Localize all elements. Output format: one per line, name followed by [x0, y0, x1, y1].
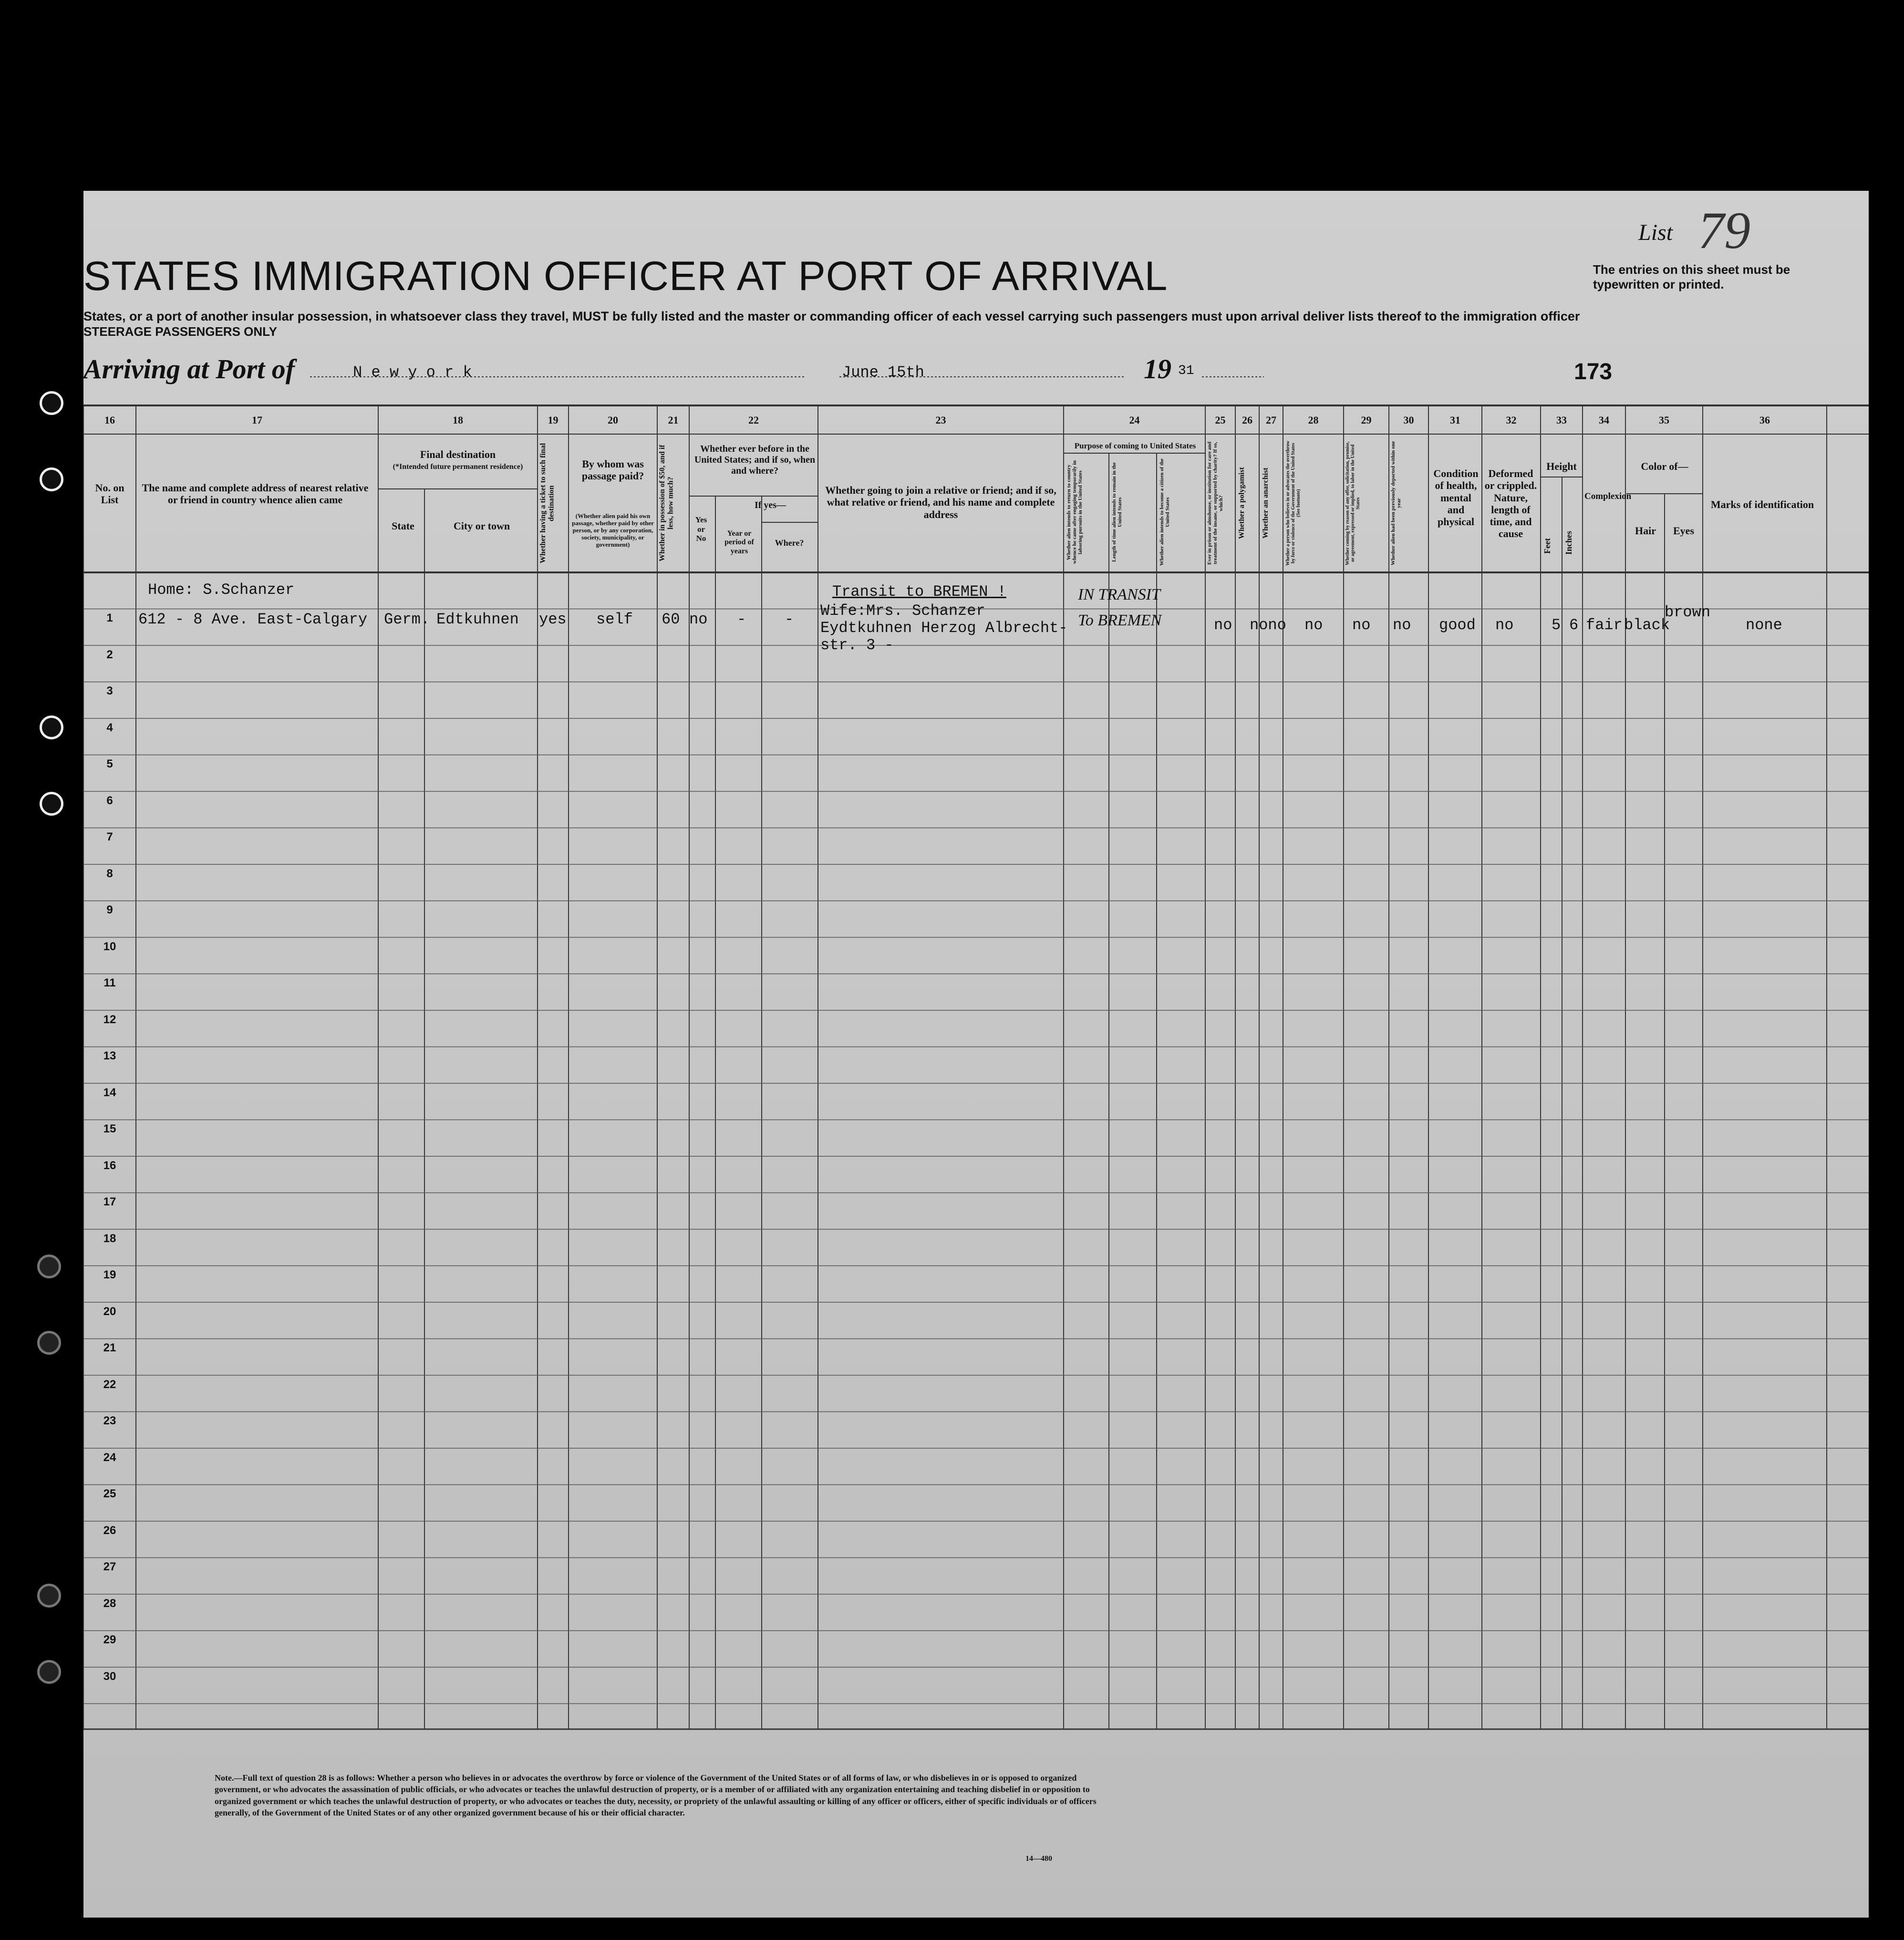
- marks-value: none: [1746, 616, 1782, 634]
- page-title: STATES IMMIGRATION OFFICER AT PORT OF ARRIVAL: [83, 253, 1168, 299]
- column-number: 34: [1599, 414, 1609, 426]
- column-number: 19: [548, 414, 559, 426]
- col24-b: Length of time alien intends to remain in the United States: [1111, 462, 1123, 562]
- row-number: 28: [103, 1597, 116, 1610]
- row-number: 17: [103, 1195, 116, 1208]
- col33-header: Height: [1546, 460, 1577, 472]
- footnote: Note.—Full text of question 28 is as follows: Whether a person who believes in or advocates the overthrow by force or violence of the Government of the United States or of all forms of law, or who disbelieves in or is opposed to organized government, or who advocates the assassination of public officials, or who advocates or teaches the unlawful destruction of property, or is a member of or affiliated with any organization entertaining and teaching disbelief in or opposition to organized government or which teaches the unlawful destruction of property, or who advocates or teaches the duty, necessity, or propriety of the unlawful assaulting or killing of any officer or officers, either of specific individuals or of officers generally, of the Government of the United States or of any other organized government because of his or their official character.: [215, 1773, 1097, 1817]
- transit-note: Transit to BREMEN !: [832, 583, 1006, 601]
- col20-subheader: (Whether alien paid his own passage, whether paid by other person, or by any corporation, society, municipality, or government): [571, 512, 654, 548]
- col25-value: no: [1214, 616, 1232, 634]
- row-number: 30: [103, 1670, 116, 1683]
- row-number: 13: [103, 1049, 116, 1062]
- col22-where: Where?: [775, 538, 804, 548]
- col35-hair: Hair: [1635, 525, 1656, 537]
- col36-header: Marks of identification: [1710, 498, 1814, 510]
- col16-header: No. on List: [95, 482, 124, 506]
- row-number: 14: [103, 1086, 116, 1099]
- column-number: 35: [1659, 414, 1669, 426]
- col18-header: Final destination: [420, 448, 496, 460]
- row-number: 18: [103, 1232, 116, 1245]
- col26-27-value: nono: [1250, 616, 1286, 634]
- col30-header: Whether alien had been previously deported within one year: [1390, 441, 1402, 566]
- row-number: 6: [106, 794, 113, 807]
- height-inches: 6: [1569, 616, 1579, 634]
- row-number: 10: [103, 940, 116, 953]
- relative-home: Home: S.Schanzer: [148, 581, 295, 599]
- column-number: 18: [453, 414, 463, 426]
- col35-header: Color of—: [1641, 460, 1688, 472]
- row-number: 5: [106, 757, 113, 770]
- column-number: 31: [1450, 414, 1460, 426]
- col24-a: Whether alien intends to return to country whence he came after engaging temporarily in laboring pursuits in the United States: [1066, 460, 1084, 564]
- row-number: 26: [103, 1524, 116, 1537]
- destination-state: Germ.: [384, 611, 430, 628]
- col33-inches: Inches: [1564, 530, 1573, 555]
- column-number: 29: [1361, 414, 1372, 426]
- column-number: 20: [608, 414, 618, 426]
- row-number: 16: [103, 1159, 116, 1172]
- form-code: 14—480: [1025, 1855, 1052, 1863]
- col27-header: Whether an anarchist: [1262, 467, 1270, 539]
- column-number: 24: [1129, 414, 1140, 426]
- col22-header: Whether ever before in the United States; and if so, when and where?: [694, 444, 816, 476]
- column-number: 16: [104, 414, 115, 426]
- row-number: 20: [103, 1305, 116, 1318]
- column-number: 22: [748, 414, 759, 426]
- row-number: 15: [103, 1122, 116, 1135]
- row-number: 8: [106, 867, 113, 880]
- column-number: 27: [1266, 414, 1276, 426]
- col34-header: Complexion: [1584, 491, 1632, 501]
- eyes-value: brown: [1665, 603, 1711, 621]
- col26-header: Whether a polygamist: [1238, 467, 1246, 539]
- row-number: 2: [106, 648, 113, 661]
- header-instructions: States, or a port of another insular possession, in whatsoever class they travel, MUST be fully listed and the master or commanding officer of each vessel carrying such passengers must upon arrival deliver lists thereof to the immigration officer: [83, 309, 1580, 323]
- col29-value: no: [1352, 616, 1371, 634]
- col28-header: Whether a person who believes in or advocates the overthrow by force or violence of the Government of the United States (See footnote): [1285, 441, 1301, 566]
- column-number: 32: [1506, 414, 1517, 426]
- col35-eyes: Eyes: [1673, 525, 1694, 537]
- col18-subheader: (*Intended future permanent residence): [393, 463, 523, 471]
- col29-header: Whether coming by reason of any offer, solicitation, promise, or agreement, expressed or implied, to labor in the United States: [1345, 441, 1361, 565]
- port-value: N e w y o r k: [353, 363, 472, 381]
- arriving-label: Arriving at Port of: [83, 353, 295, 384]
- column-number: 36: [1759, 414, 1770, 426]
- col32-header: Deformed or crippled. Nature, length of time, and cause: [1484, 467, 1537, 540]
- row-number: 27: [103, 1560, 116, 1573]
- column-number: 25: [1215, 414, 1226, 426]
- col19-header: Whether having a ticket to such final destination: [539, 443, 556, 564]
- row-number: 23: [103, 1414, 116, 1427]
- column-number: 33: [1556, 414, 1567, 426]
- row-number: 29: [103, 1633, 116, 1646]
- deformed-value: no: [1495, 616, 1514, 634]
- join-line-3: str. 3 -: [820, 636, 894, 654]
- col18-state: State: [392, 520, 414, 532]
- row-number: 21: [103, 1341, 116, 1354]
- row-number: 11: [103, 976, 116, 989]
- col21-header: Whether in possession of $50, and if less, how much?: [658, 445, 675, 562]
- row-number: 1: [106, 612, 113, 624]
- col30-value: no: [1393, 616, 1411, 634]
- col23-header: Whether going to join a relative or friend; and if so, what relative or friend, and his name and complete address: [825, 484, 1056, 520]
- hair-value: black: [1624, 616, 1670, 634]
- column-number: 23: [935, 414, 946, 426]
- years-value: -: [737, 611, 746, 628]
- before-us-value: no: [689, 611, 708, 628]
- col31-header: Condition of health, mental and physical: [1433, 467, 1479, 528]
- row-number: 22: [103, 1378, 116, 1391]
- money-value: 60: [662, 611, 680, 628]
- col22-years: Year or period of years: [724, 529, 754, 555]
- sheet-number: 173: [1574, 359, 1613, 384]
- col20-header: By whom was passage paid?: [581, 458, 644, 482]
- col24-header: Purpose of coming to United States: [1074, 441, 1196, 450]
- row-number: 9: [106, 903, 113, 916]
- col28-value: no: [1304, 616, 1323, 634]
- typewritten-note: The entries on this sheet must be typewritten or printed.: [1593, 262, 1790, 291]
- col17-header: The name and complete address of nearest relative or friend in country whence alien came: [142, 482, 369, 506]
- passage-paid-by: self: [596, 611, 633, 628]
- join-line-1: Wife:Mrs. Schanzer: [820, 602, 985, 620]
- col22-if-yes: If yes—: [754, 500, 786, 510]
- where-value: -: [785, 611, 794, 628]
- row-number: 19: [103, 1268, 116, 1281]
- ticket-value: yes: [539, 611, 567, 628]
- row-number: 24: [103, 1451, 116, 1464]
- handwritten-in-transit: IN TRANSIT: [1078, 586, 1160, 603]
- row-number: 3: [106, 685, 113, 697]
- height-feet: 5: [1552, 616, 1561, 634]
- steerage-label: STEERAGE PASSENGERS ONLY: [83, 324, 277, 339]
- column-number: 21: [668, 414, 679, 426]
- column-number: 28: [1308, 414, 1319, 426]
- join-line-2: Eydtkuhnen Herzog Albrecht-: [820, 619, 1068, 637]
- list-label: List: [1638, 220, 1673, 245]
- year-suffix: 31: [1178, 363, 1194, 378]
- row-number: 7: [106, 830, 113, 843]
- relative-address: 612 - 8 Ave. East-Calgary: [138, 611, 368, 628]
- col25-header: Ever in prison or almshouse, or institution for care and treatment of the insane, or supported by charity? If so, which?: [1207, 441, 1224, 565]
- col24-c: Whether alien intends to become a citizen of the United States: [1159, 458, 1171, 566]
- column-number: 17: [252, 414, 262, 426]
- row-number: 25: [103, 1487, 116, 1500]
- handwritten-to-bremen: To BREMEN: [1078, 612, 1162, 629]
- row-number: 4: [106, 721, 113, 734]
- row-number: 12: [103, 1013, 116, 1026]
- col33-feet: Feet: [1542, 538, 1552, 554]
- column-number: 26: [1242, 414, 1252, 426]
- col22-yes-no: Yes or No: [695, 515, 707, 543]
- date-value: June 15th: [842, 363, 924, 381]
- list-number: 79: [1698, 201, 1750, 259]
- health-value: good: [1439, 616, 1476, 634]
- complexion-value: fair: [1586, 616, 1623, 634]
- destination-city: Edtkuhnen: [436, 611, 519, 628]
- col18-city: City or town: [453, 520, 510, 532]
- column-number: 30: [1403, 414, 1414, 426]
- year-prefix: 19: [1144, 353, 1171, 384]
